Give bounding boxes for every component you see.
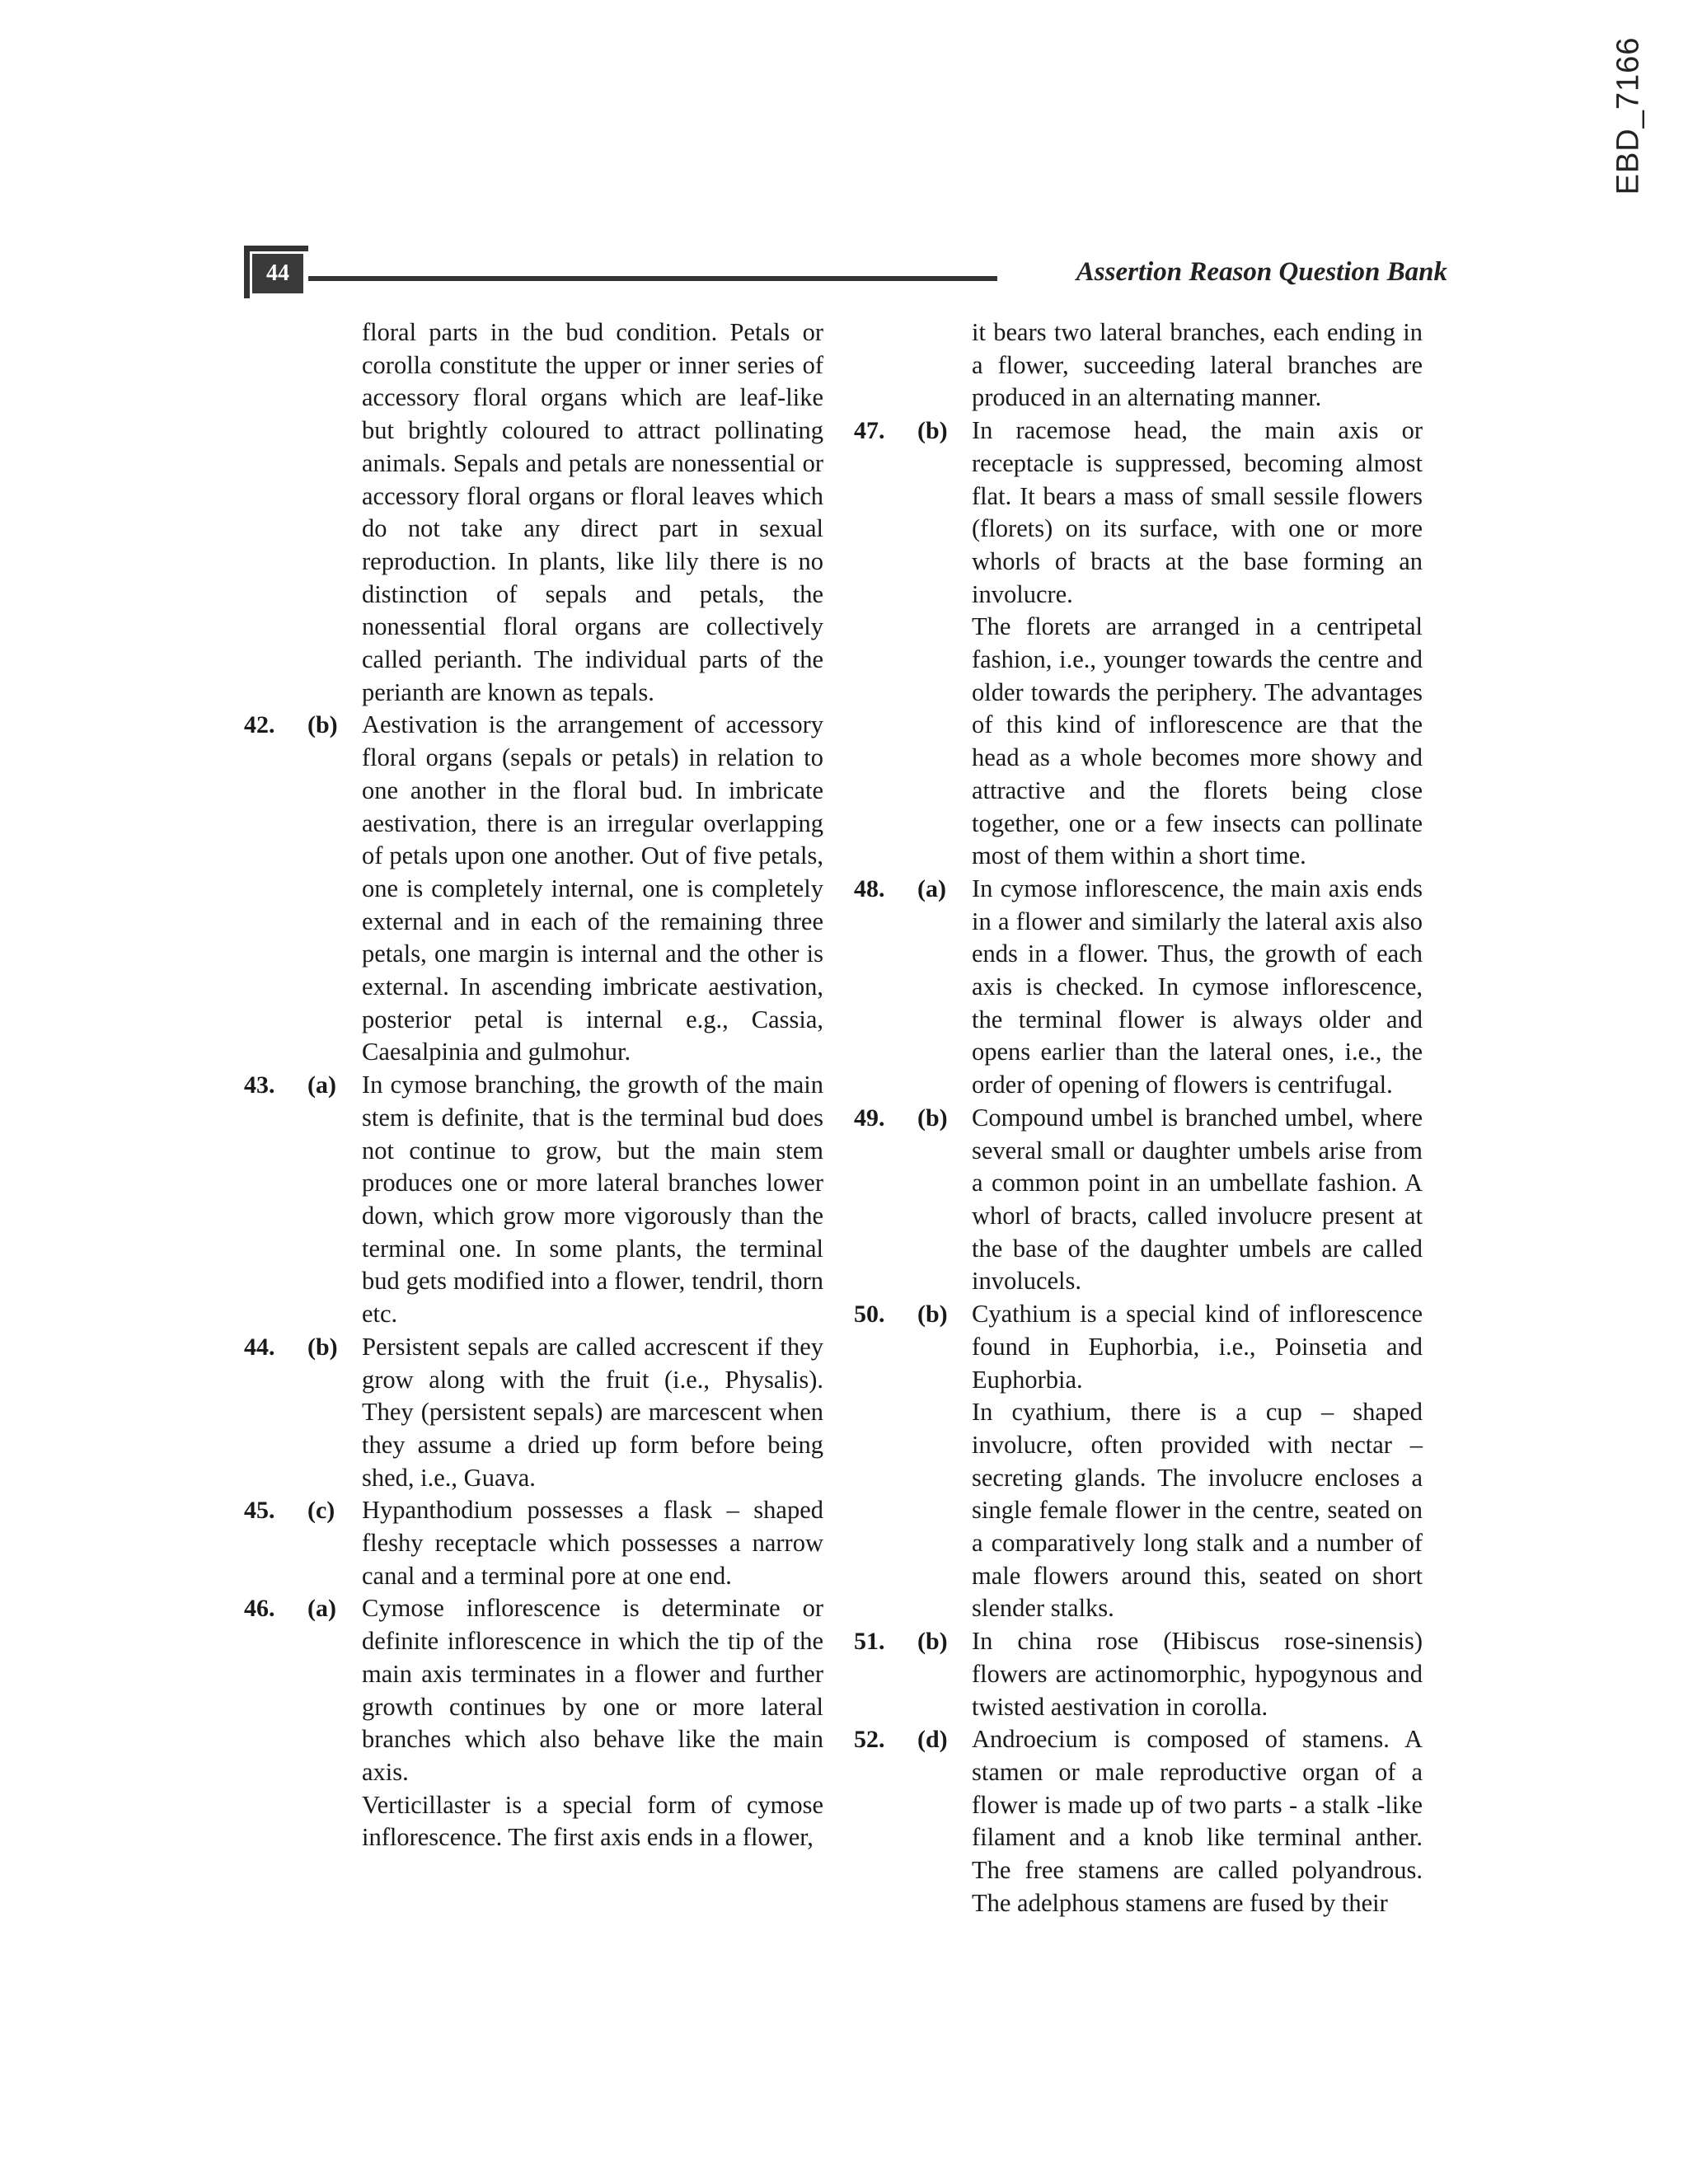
question-number: 46. <box>244 1595 275 1623</box>
explanation-paragraph: Hypanthodium possesses a flask – shaped fleshy receptacle which possesses a narrow canal and a terminal pore at one end. <box>362 1496 823 1590</box>
page-number: 44 <box>252 254 303 293</box>
side-code-text: EBD_7166 <box>1611 36 1646 194</box>
explanation-paragraph: Aestivation is the arrangement of accessory floral organs (sepals or petals) in relation to one another in the floral bud. In imbricate aestivation, there is an irregular overlapping of petals upon one another. Out of five petals, one is completely internal, one is completely external and in each of the remaining three petals, one margin is internal and the other is external. In ascending imbricate aestivation, posterior petal is internal e.g., Cassia, Caesalpinia and gulmohur. <box>362 710 823 1066</box>
explanation-paragraph: Cymose inflorescence is determinate or definite inflorescence in which the tip of the main axis terminates in a flower and further growth continues by one or more lateral branches which also behave like the main axis. <box>362 1594 823 1786</box>
continued-paragraph: floral parts in the bud condition. Petals or corolla constitute the upper or inner series of accessory floral organs which are leaf-like but brightly coloured to attract pollinating animals. Sepals and petals are nonessential or accessory floral organs or floral leaves which do not take any direct part in sexual reproduction. In plants, like lily there is no distinction of sepals and petals, the nonessential floral organs are collectively called perianth. The individual parts of the perianth are known as tepals. <box>362 318 823 706</box>
answer-option: (a) <box>917 874 946 902</box>
continued-entry <box>854 316 1423 415</box>
answer-option: (b) <box>917 1628 948 1656</box>
answer-option: (c) <box>307 1497 335 1525</box>
explanation-paragraph: Androecium is composed of stamens. A stamen or male reproductive organ of a flower is made up of two parts - a stalk -like filament and a knob like terminal anther. The free stamens are called polyandrous. The adelphous stamens are fused by their <box>972 1725 1423 1917</box>
answer-option: (b) <box>917 1104 948 1132</box>
explanation-paragraph: Cyathium is a special kind of inflorescence found in Euphorbia, i.e., Poinsetia and Euphorbia. <box>972 1300 1423 1394</box>
running-title: Assertion Reason Question Bank <box>1076 257 1447 287</box>
question-number: 52. <box>854 1726 885 1754</box>
explanation-paragraph: In china rose (Hibiscus rose-sinensis) flowers are actinomorphic, hypogynous and twisted aestivation in corolla. <box>972 1627 1423 1721</box>
answer-option: (d) <box>917 1726 948 1754</box>
answer-entry <box>854 1298 1423 1625</box>
answer-entry <box>244 1069 823 1331</box>
answer-option: (a) <box>307 1071 336 1099</box>
question-number: 43. <box>244 1071 275 1099</box>
question-number: 45. <box>244 1497 275 1525</box>
question-number: 47. <box>854 417 885 445</box>
question-number: 51. <box>854 1628 885 1656</box>
explanation-paragraph: Persistent sepals are called accrescent if they grow along with the fruit (i.e., Physalis). They (persistent sepals) are marcescent when they assume a dried up form before being shed, i.e., Guava. <box>362 1332 823 1492</box>
explanation-paragraph: In cymose inflorescence, the main axis ends in a flower and similarly the lateral axis also ends in a flower. Thus, the growth of each axis is checked. In cymose inflorescence, the terminal flower is always older and opens earlier than the lateral ones, i.e., the order of opening of flowers is centrifugal. <box>972 874 1423 1099</box>
left-entries <box>244 709 823 1854</box>
left-column <box>244 316 823 1854</box>
answer-entry <box>244 1592 823 1854</box>
answer-entry <box>854 1723 1423 1919</box>
answer-entry <box>244 1331 823 1495</box>
question-number: 48. <box>854 874 885 902</box>
answer-option: (b) <box>307 1333 338 1361</box>
answer-entry <box>854 1625 1423 1723</box>
answer-entry <box>854 1102 1423 1298</box>
answer-entry <box>854 873 1423 1102</box>
answer-option: (b) <box>917 417 948 445</box>
right-column <box>854 316 1423 1919</box>
continued-paragraph: it bears two lateral branches, each ending in a flower, succeeding lateral branches are produced in an alternating manner. <box>972 318 1423 412</box>
page-header <box>244 246 1447 298</box>
explanation-paragraph: Verticillaster is a special form of cymose inflorescence. The first axis ends in a flower, <box>362 1790 823 1852</box>
question-number: 49. <box>854 1104 885 1132</box>
question-number: 42. <box>244 711 275 739</box>
side-code <box>1596 36 1662 194</box>
question-number: 50. <box>854 1301 885 1329</box>
explanation-paragraph: In cymose branching, the growth of the main stem is definite, that is the terminal bud does not continue to grow, but the main stem produces one or more lateral branches lower down, which grow more vigorously than the terminal one. In some plants, the terminal bud gets modified into a flower, tendril, thorn etc. <box>362 1071 823 1329</box>
explanation-paragraph: Compound umbel is branched umbel, where several small or daughter umbels arise from a common point in an umbellate fashion. A whorl of bracts, called involucre present at the base of the daughter umbels are called involucels. <box>972 1103 1423 1296</box>
explanation-paragraph: The florets are arranged in a centripetal fashion, i.e., younger towards the centre and older towards the periphery. The advantages of this kind of inflorescence are that the head as a whole becomes more showy and attractive and the florets being close together, one or a few insects can pollinate most of them within a short time. <box>972 612 1423 870</box>
header-rule <box>308 276 997 281</box>
answer-entry <box>244 1494 823 1592</box>
question-number: 44. <box>244 1333 275 1361</box>
answer-entry <box>244 709 823 1069</box>
answer-option: (b) <box>917 1301 948 1329</box>
answer-entry <box>854 415 1423 873</box>
explanation-paragraph: In cyathium, there is a cup – shaped involucre, often provided with nectar – secreting glands. The involucre encloses a single female flower in the centre, seated on a comparatively long stalk and a number of male flowers around this, seated on short slender stalks. <box>972 1398 1423 1623</box>
explanation-paragraph: In racemose head, the main axis or receptacle is suppressed, becoming almost flat. It bears a mass of small sessile flowers (florets) on its surface, with one or more whorls of bracts at the base forming an involucre. <box>972 416 1423 608</box>
right-entries <box>854 415 1423 1919</box>
continued-entry <box>244 316 823 709</box>
answer-option: (a) <box>307 1595 336 1623</box>
answer-option: (b) <box>307 711 338 739</box>
